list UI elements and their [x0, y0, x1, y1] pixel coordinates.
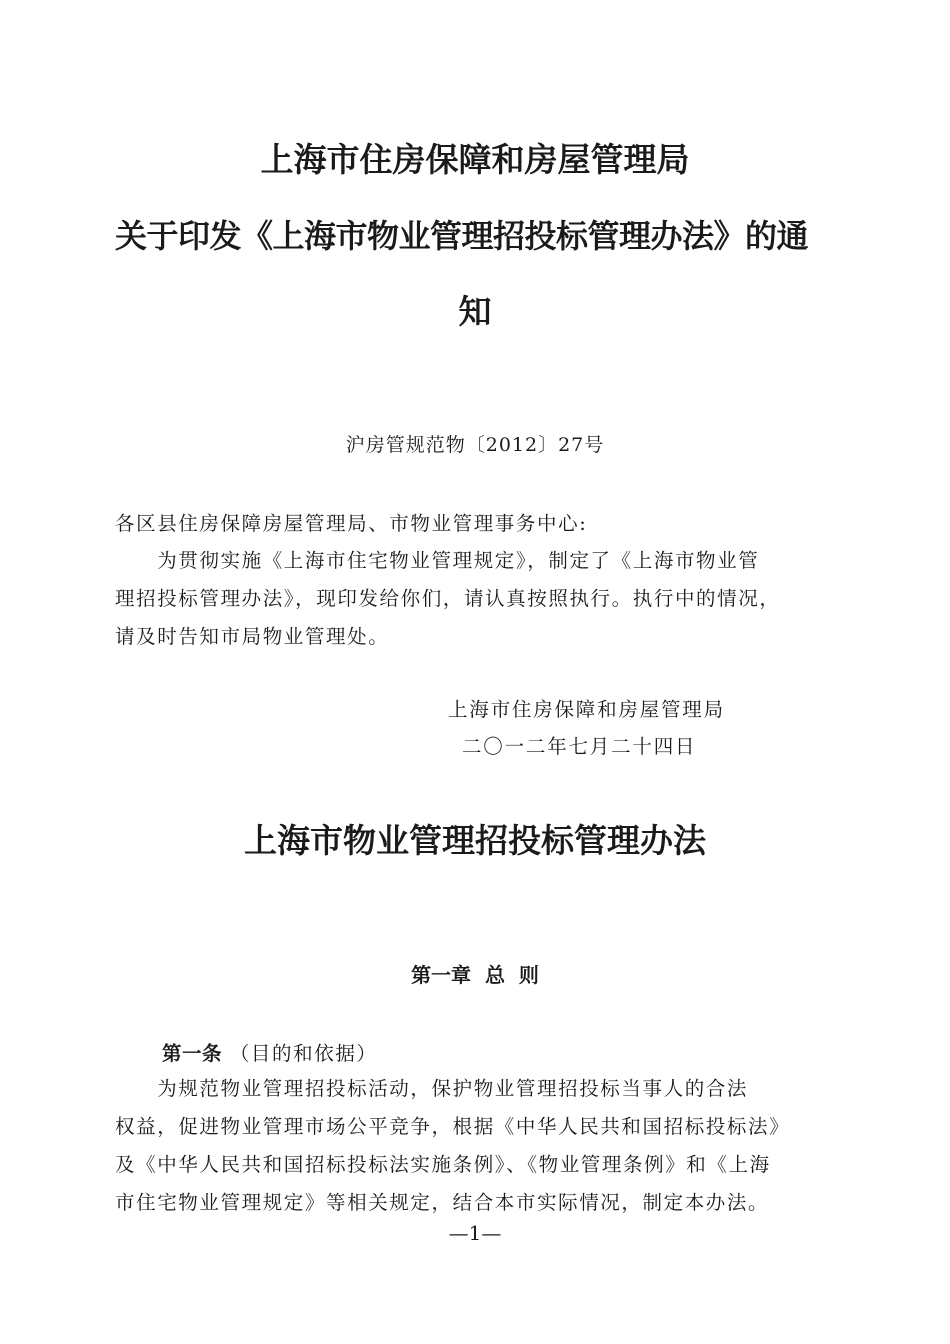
article-paragraph-line: 市住宅物业管理规定》等相关规定，结合本市实际情况，制定本办法。	[115, 1191, 770, 1214]
addressee-line: 各区县住房保障房屋管理局、市物业管理事务中心:	[115, 512, 588, 535]
notice-paragraph-line: 请及时告知市局物业管理处。	[115, 625, 390, 648]
article-paragraph-line: 及《中华人民共和国招标投标法实施条例》、《物业管理条例》和《上海	[115, 1153, 771, 1176]
notice-paragraph-line: 理招投标管理办法》，现印发给你们，请认真按照执行。执行中的情况，	[115, 587, 781, 610]
article-heading	[162, 1035, 378, 1073]
article-paragraph-line: 为规范物业管理招投标活动，保护物业管理招投标当事人的合法	[115, 1077, 749, 1100]
page-number: —1—	[448, 1221, 502, 1245]
signature-organization: 上海市住房保障和房屋管理局	[448, 698, 725, 721]
article-caption: （目的和依据）	[229, 1042, 378, 1065]
notice-paragraph	[115, 542, 840, 656]
signature-date: 二〇一二年七月二十四日	[462, 735, 697, 758]
notice-title-line-2: 关于印发《上海市物业管理招投标管理办法》的通	[115, 217, 809, 255]
notice-title-line-3: 知	[458, 292, 492, 331]
article-paragraph-line: 权益，促进物业管理市场公平竞争，根据《中华人民共和国招标投标法》	[115, 1115, 791, 1138]
chapter-heading: 第一章 总 则	[411, 963, 539, 987]
notice-title-line-1: 上海市住房保障和房屋管理局	[260, 140, 690, 179]
notice-paragraph-line: 为贯彻实施《上海市住宅物业管理规定》，制定了《上海市物业管	[115, 549, 760, 572]
article-number: 第一条	[162, 1042, 223, 1065]
addressee	[115, 505, 840, 543]
document-number: 沪房管规范物〔2012〕27号	[345, 434, 605, 456]
article-paragraph	[115, 1070, 840, 1222]
regulation-title: 上海市物业管理招投标管理办法	[244, 821, 706, 860]
